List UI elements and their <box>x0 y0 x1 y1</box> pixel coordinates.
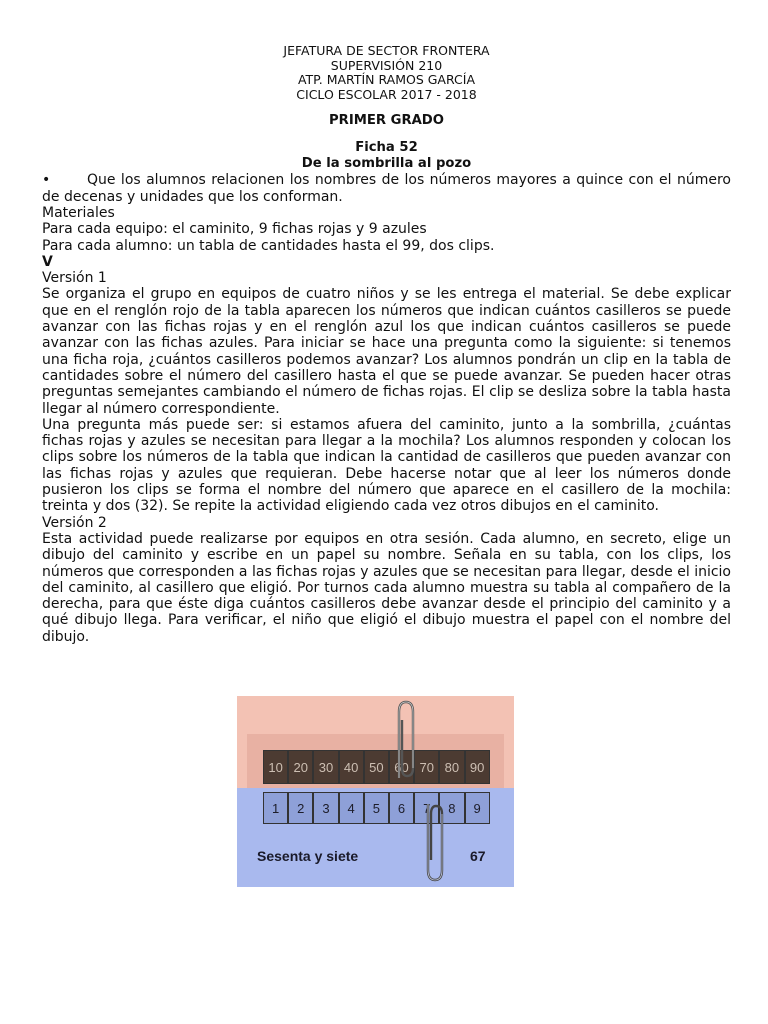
v-label: V <box>42 253 53 270</box>
units-cell: 1 <box>263 792 288 824</box>
materials-student: Para cada alumno: un tabla de cantidades hasta el 99, dos clips. <box>42 237 495 254</box>
version1-label: Versión 1 <box>42 270 107 287</box>
grade-title: PRIMER GRADO <box>329 113 444 129</box>
version2-paragraph-1: Esta actividad puede realizarse por equipos en otra sesión. Cada alumno, en secreto, elige un dibujo del caminito y escribe en un papel su nombre. Señala en su tabla, con los clips, los números que corresponden a las fichas rojas y azules que se necesitan para llegar, desde el inicio del caminito, al casillero que eligió. Por turnos cada alumno muestra su tabla al compañero de la derecha, para que éste diga cuántos casilleros debe avanzar desde el principio del caminito y a qué dibujo llega. Para verificar, el niño que eligió el dibujo muestra el papel con el nombre del dibujo. <box>42 530 731 645</box>
header-line-1: JEFATURA DE SECTOR FRONTERA <box>283 43 490 58</box>
tens-cell: 40 <box>339 750 364 784</box>
quantity-table-figure <box>237 696 514 887</box>
units-cell: 4 <box>339 792 364 824</box>
units-cell: 6 <box>389 792 414 824</box>
units-cell: 3 <box>313 792 338 824</box>
tens-row <box>263 750 490 784</box>
paperclip-top-icon <box>391 698 421 784</box>
objective-text: Que los alumnos relacionen los nombres de los números mayores a quince con el número de decenas y unidades que los conforman. <box>42 172 731 205</box>
card-number: Ficha 52 <box>355 140 418 156</box>
header-line-2: SUPERVISIÓN 210 <box>330 57 443 73</box>
units-cell: 7 <box>414 792 439 824</box>
header-line-3: ATP. MARTÍN RAMOS GARCÍA <box>297 72 476 88</box>
card-title: De la sombrilla al pozo <box>301 156 472 172</box>
units-cell: 8 <box>439 792 464 824</box>
units-cell: 9 <box>465 792 490 824</box>
materials-team: Para cada equipo: el caminito, 9 fichas rojas y 9 azules <box>42 221 427 238</box>
materials-label: Materiales <box>42 204 115 221</box>
tens-cell: 10 <box>263 750 288 784</box>
number-name-label: Sesenta y siete <box>257 848 359 864</box>
units-row <box>263 792 490 824</box>
tens-cell: 60 <box>389 750 414 784</box>
version1-paragraph-1: Se organiza el grupo en equipos de cuatro niños y se les entrega el material. Se debe explicar que en el renglón rojo de la tabla aparecen los números que indican cuántos casilleros se puede avanzar con las fichas rojas y en el renglón azul los que indican cuántos casilleros se puede avanzar con las fichas azules. Para iniciar se hace una pregunta como la siguiente: si tenemos una ficha roja, ¿cuántos casilleros podemos avanzar? Los alumnos pondrán un clip en la tabla de cantidades sobre el número del casillero hasta el que se puede avanzar. Se pueden hacer otras preguntas semejantes cambiando el número de fichas rojas. El clip se desliza sobre la tabla hasta llegar al número correspondiente. <box>42 286 731 417</box>
units-cell: 5 <box>364 792 389 824</box>
units-cell: 2 <box>288 792 313 824</box>
document-page <box>42 44 731 645</box>
tens-cell: 90 <box>465 750 490 784</box>
tens-cell: 80 <box>439 750 464 784</box>
number-value-label: 67 <box>470 848 486 864</box>
tens-cell: 70 <box>414 750 439 784</box>
header-line-4: CICLO ESCOLAR 2017 - 2018 <box>296 86 477 102</box>
tens-cell: 50 <box>364 750 389 784</box>
header-block <box>42 44 731 102</box>
tens-cell: 30 <box>313 750 338 784</box>
paperclip-bottom-icon <box>420 800 450 884</box>
version2-label: Versión 2 <box>42 514 107 531</box>
bullet-mark: • <box>42 172 51 189</box>
tens-cell: 20 <box>288 750 313 784</box>
version1-paragraph-2: Una pregunta más puede ser: si estamos afuera del caminito, junto a la sombrilla, ¿cuántas fichas rojas y azules se necesitan para llegar a la mochila? Los alumnos responden y colocan los clips sobre los números de la tabla que indican la cantidad de casilleros que pueden avanzar con las fichas rojas y azules que requieran. Debe hacerse notar que al leer los números donde pusieron los clips se forma el nombre del número que aparece en el casillero de la mochila: treinta y dos (32). Se repite la actividad eligiendo cada vez otros dibujos en el caminito. <box>42 416 731 515</box>
